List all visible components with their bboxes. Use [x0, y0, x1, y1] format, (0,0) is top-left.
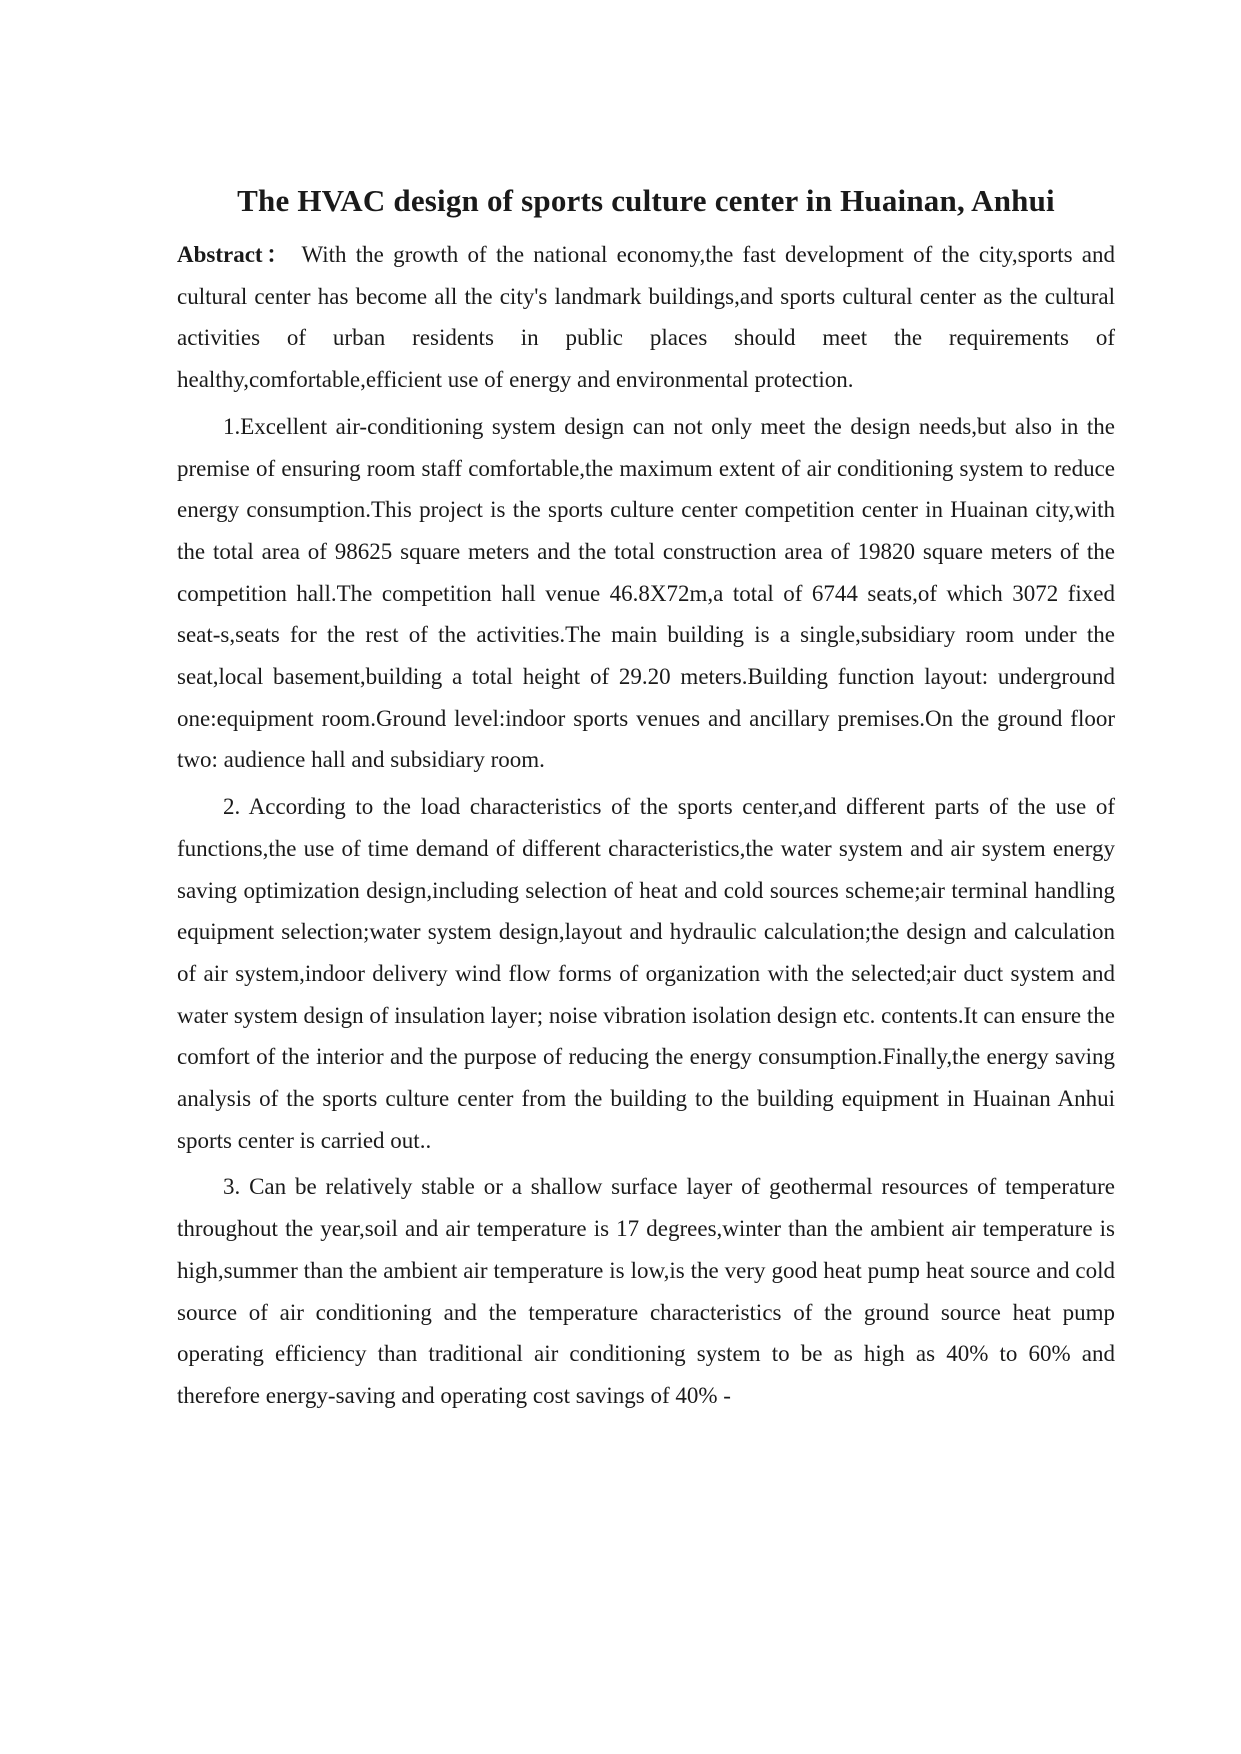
- abstract-label: Abstract：: [177, 242, 293, 267]
- abstract-text: With the growth of the national economy,the fast development of the city,sports and cultural center has become all the city's landmark buildings,and sports cultural center as the cultural activities of urban residents in public places should meet the requirements of healthy,comfortable,efficient use of energy and environmental protection.: [177, 242, 1115, 393]
- body-paragraph-3: 3. Can be relatively stable or a shallow surface layer of geothermal resources of temperature throughout the year,soil and air temperature is 17 degrees,winter than the ambient air temperature is high,summer than the ambient air temperature is low,is the very good heat pump heat source and cold source of air conditioning and the temperature characteristics of the ground source heat pump operating efficiency than traditional air conditioning system to be as high as 40% to 60% and therefore energy-saving and operating cost savings of 40% -: [177, 1174, 1115, 1408]
- body-paragraph-1: 1.Excellent air-conditioning system design can not only meet the design needs,but also in the premise of ensuring room staff comfortable,the maximum extent of air conditioning system to reduce energy consumption.This project is the sports culture center competition center in Huainan city,with the total area of 98625 square meters and the total construction area of 19820 square meters of the competition hall.The competition hall venue 46.8X72m,a total of 6744 seats,of which 3072 fixed seat-s,seats for the rest of the activities.The main building is a single,subsidiary room under the seat,local basement,building a total height of 29.20 meters.Building function layout: underground one:equipment room.Ground level:indoor sports venues and ancillary premises.On the ground floor two: audience hall and subsidiary room.: [177, 413, 1115, 773]
- abstract-paragraph: [177, 234, 1115, 401]
- body-paragraph-2: 2. According to the load characteristics of the sports center,and different parts of the use of functions,the use of time demand of different characteristics,the water system and air system energy saving optimization design,including selection of heat and cold sources scheme;air terminal handling equipment selection;water system design,layout and hydraulic calculation;the design and calculation of air system,indoor delivery wind flow forms of organization with the selected;air duct system and water system design of insulation layer; noise vibration isolation design etc. contents.It can ensure the comfort of the interior and the purpose of reducing the energy consumption.Finally,the energy saving analysis of the sports culture center from the building to the building equipment in Huainan Anhui sports center is carried out..: [177, 794, 1115, 1153]
- document-title: The HVAC design of sports culture center in Huainan, Anhui: [237, 183, 1055, 218]
- document-body: [177, 178, 1115, 1422]
